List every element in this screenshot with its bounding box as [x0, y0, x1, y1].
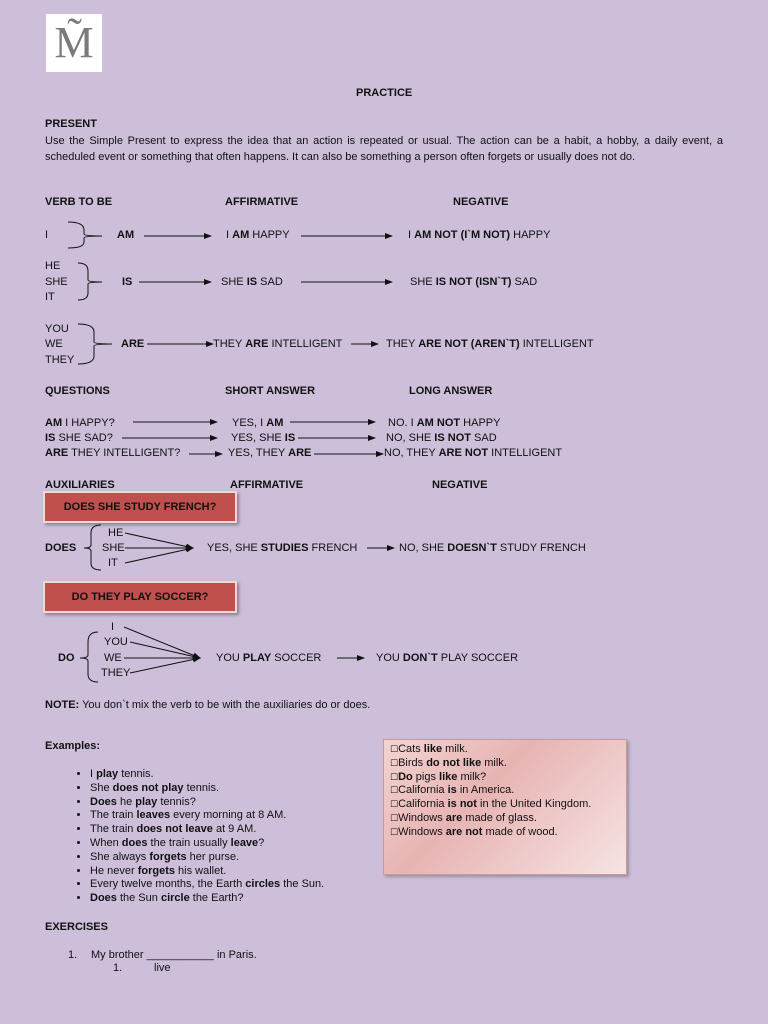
question: ARE THEY INTELLIGENT? [45, 447, 181, 459]
negative-sentence: NO, SHE DOESN`T STUDY FRENCH [399, 542, 586, 554]
arrow-icon [125, 533, 193, 548]
pronoun: THEY [101, 667, 131, 679]
box-item: ☐ Windows are made of glass. [390, 812, 620, 826]
verb-to-be-header: VERB TO BE [45, 196, 113, 208]
pronoun: I [111, 621, 115, 633]
pronoun: I [45, 229, 49, 241]
list-item: • He never forgets his wallet. [90, 865, 324, 879]
pronoun: IT [45, 291, 55, 303]
list-item: • I play tennis. [90, 768, 324, 782]
list-item: • Every twelve months, the Earth circles the Sun. [90, 878, 324, 892]
box-item: ☐ Do pigs like milk? [390, 771, 620, 785]
short-answer: YES, SHE IS [231, 432, 296, 444]
auxiliaries-header: AUXILIARIES [45, 479, 115, 491]
box-item: ☐ Birds do not like milk. [390, 757, 620, 771]
short-answer: YES, THEY ARE [228, 447, 312, 459]
pronoun: SHE [45, 276, 68, 288]
list-item: • The train does not leave at 9 AM. [90, 823, 324, 837]
list-item: • She does not play tennis. [90, 782, 324, 796]
short-answer-header: SHORT ANSWER [225, 385, 316, 397]
long-answer-header: LONG ANSWER [409, 385, 493, 397]
long-answer: NO, SHE IS NOT SAD [386, 432, 497, 444]
arrow-icon [124, 627, 200, 658]
box-item: ☐ California is in America. [390, 784, 620, 798]
short-answer: YES, I AM [232, 417, 284, 429]
affirmative-sentence: I AM HAPPY [226, 229, 290, 241]
negative-sentence: I AM NOT (I`M NOT) HAPPY [408, 229, 551, 241]
aux-affirmative-header: AFFIRMATIVE [230, 479, 304, 491]
brace-icon [78, 324, 112, 364]
exercise-number: 1. [68, 949, 78, 961]
exercises-heading: EXERCISES [45, 921, 108, 933]
exercise-option-number: 1. [113, 962, 123, 974]
box-item: ☐ Windows are not made of wood. [390, 826, 620, 840]
page-title: PRACTICE [356, 87, 413, 99]
pronoun: HE [45, 260, 61, 272]
verb-form: ARE [121, 338, 145, 350]
does-question-box: DOES SHE STUDY FRENCH? [43, 491, 237, 523]
pronoun: WE [104, 652, 122, 664]
pronoun: HE [108, 527, 124, 539]
long-answer: NO, THEY ARE NOT INTELLIGENT [384, 447, 563, 459]
brace-icon [84, 525, 101, 570]
note: NOTE: You don`t mix the verb to be with the auxiliaries do or does. [45, 699, 371, 711]
box-item: ☐ Cats like milk. [390, 743, 620, 757]
aux-verb: DO [58, 652, 75, 664]
pronoun: YOU [104, 636, 128, 648]
logo-letter: M̃ [54, 18, 94, 67]
list-item: • Does he play tennis? [90, 796, 324, 810]
present-intro: Use the Simple Present to express the idea that an action is repeated or usual. The action can be a habit, a hobby, a daily event, a scheduled event or something that often happens. It can also be something a person often forgets or usually does not do. [45, 135, 723, 163]
negative-header: NEGATIVE [453, 196, 509, 208]
exercise-option: live [154, 962, 171, 974]
list-item: • She always forgets her purse. [90, 851, 324, 865]
examples-heading: Examples: [45, 740, 101, 752]
long-answer: NO. I AM NOT HAPPY [388, 417, 501, 429]
negative-sentence: YOU DON`T PLAY SOCCER [376, 652, 519, 664]
affirmative-sentence: YES, SHE STUDIES FRENCH [207, 542, 358, 554]
arrow-icon [125, 548, 193, 563]
pronoun: WE [45, 338, 63, 350]
present-heading: PRESENT [45, 118, 97, 130]
brace-icon [68, 222, 102, 248]
arrow-icon [130, 658, 200, 673]
pronoun: YOU [45, 323, 69, 335]
question: AM I HAPPY? [45, 417, 115, 429]
verb-form: AM [117, 229, 135, 241]
arrow-icon [130, 642, 200, 658]
pronoun: THEY [45, 354, 75, 366]
affirmative-sentence: THEY ARE INTELLIGENT [213, 338, 343, 350]
affirmative-header: AFFIRMATIVE [225, 196, 299, 208]
negative-sentence: THEY ARE NOT (AREN`T) INTELLIGENT [386, 338, 594, 350]
brace-icon [78, 263, 102, 300]
questions-header: QUESTIONS [45, 385, 110, 397]
pronoun: SHE [102, 542, 125, 554]
negative-sentence: SHE IS NOT (ISN`T) SAD [410, 276, 538, 288]
aux-negative-header: NEGATIVE [432, 479, 488, 491]
list-item: • The train leaves every morning at 8 AM. [90, 809, 324, 823]
verb-form: IS [122, 276, 133, 288]
question: IS SHE SAD? [45, 432, 113, 444]
affirmative-sentence: SHE IS SAD [221, 276, 283, 288]
box-item: ☐ California is not in the United Kingdom. [390, 798, 620, 812]
pronoun: IT [108, 557, 118, 569]
list-item: • When does the train usually leave? [90, 837, 324, 851]
affirmative-sentence: YOU PLAY SOCCER [216, 652, 322, 664]
aux-verb: DOES [45, 542, 77, 554]
exercise-text: My brother ___________ in Paris. [91, 949, 257, 961]
list-item: • Does the Sun circle the Earth? [90, 892, 324, 906]
brace-icon [80, 632, 98, 682]
do-question-box: DO THEY PLAY SOCCER? [43, 581, 237, 613]
